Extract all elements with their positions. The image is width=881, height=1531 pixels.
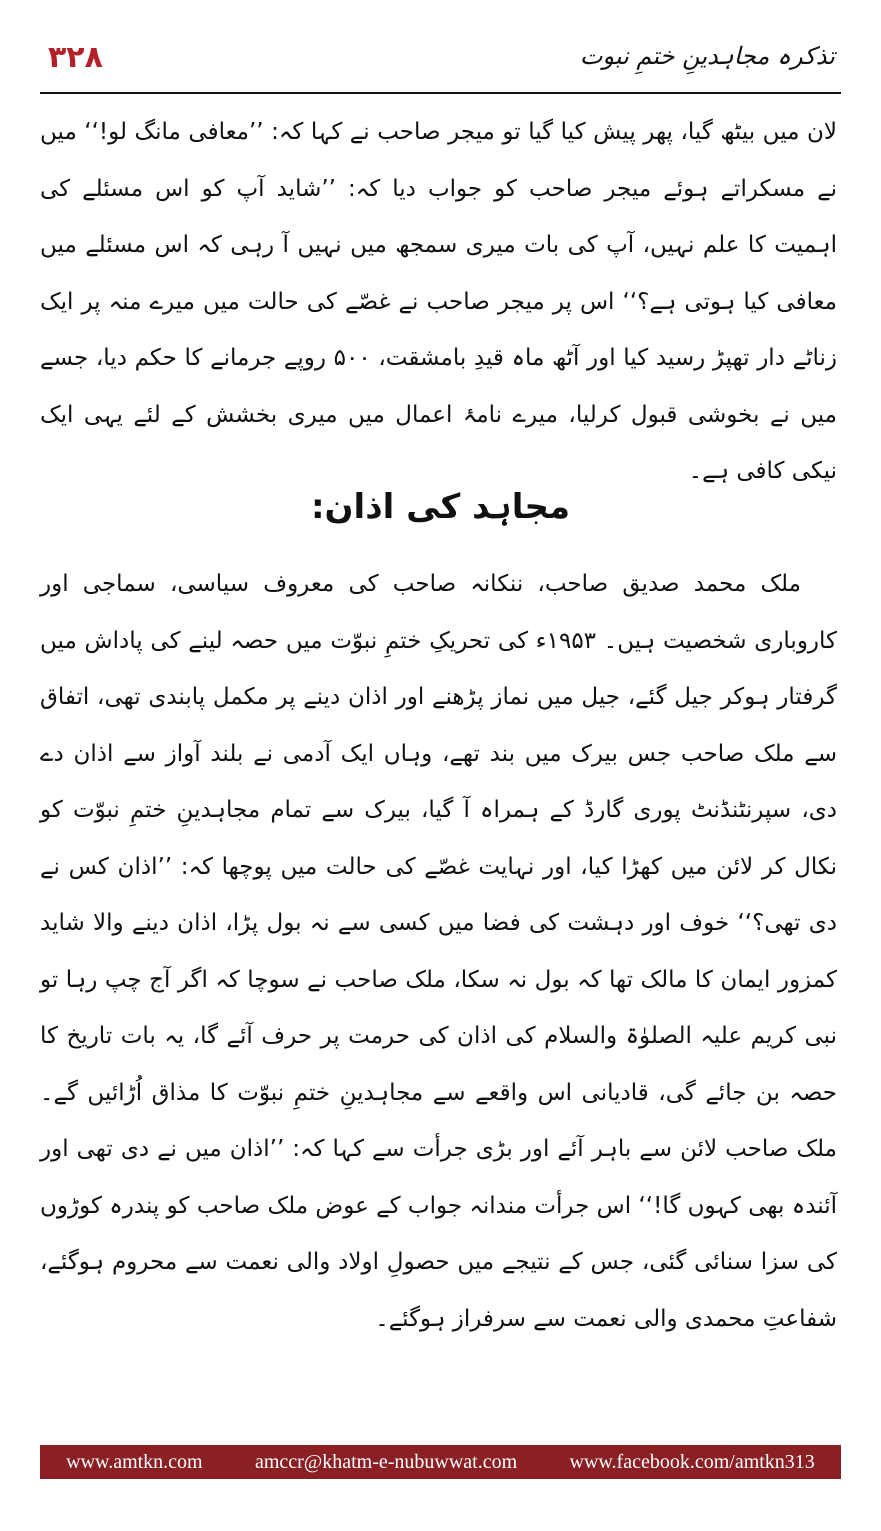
- footer-bar: [40, 1445, 841, 1479]
- page-number: ۳۲۸: [48, 40, 103, 75]
- body-paragraph-2: ملک محمد صدیق صاحب، ننکانہ صاحب کی معروف سیاسی، سماجی اور کاروباری شخصیت ہیں۔ ۱۹۵۳ء کی تحریکِ ختمِ نبوّت میں حصہ لینے کی پاداش میں گرفتار ہوکر جیل گئے، جیل میں نماز پڑھنے اور اذان دینے پر مکمل پابندی تھی، اتفاق سے ملک صاحب جس بیرک میں بند تھے، وہاں ایک آدمی نے بلند آواز سے اذان دے دی، سپرنٹنڈنٹ پوری گارڈ کے ہمراہ آ گیا، بیرک سے تمام مجاہدینِ ختمِ نبوّت کو نکال کر لائن میں کھڑا کیا، اور نہایت غصّے کی حالت میں پوچھا کہ: ’’اذان کس نے دی تھی؟‘‘ خوف اور دہشت کی فضا میں کسی سے نہ بول پڑا، اذان دینے والا شاید کمزور ایمان کا مالک تھا کہ بول نہ سکا، ملک صاحب نے سوچا کہ اگر آج چپ رہا تو نبی کریم علیہ الصلوٰۃ والسلام کی اذان کی حرمت پر حرف آئے گا، یہ بات تاریخ کا حصہ بن جائے گی، قادیانی اس واقعے سے مجاہدینِ ختمِ نبوّت کا مذاق اُڑائیں گے۔ ملک صاحب لائن سے باہر آئے اور بڑی جرأت سے کہا کہ: ’’اذان میں نے دی تھی اور آئندہ بھی کہوں گا!‘‘ اس جرأت مندانہ جواب کے عوض ملک صاحب کو پندرہ کوڑوں کی سزا سنائی گئی، جس کے نتیجے میں حصولِ اولاد والی نعمت سے محروم ہوگئے، شفاعتِ محمدی والی نعمت سے سرفراز ہوگئے۔: [40, 571, 837, 1332]
- running-header-title: تذکرہ مجاہدینِ ختمِ نبوت: [579, 42, 835, 70]
- footer-facebook-link[interactable]: www.facebook.com/amtkn313: [569, 1450, 815, 1473]
- body-paragraph-1: لان میں بیٹھ گیا، پھر پیش کیا گیا تو میجر صاحب نے کہا کہ: ’’معافی مانگ لو!‘‘ میں نے مسکراتے ہوئے میجر صاحب کو جواب دیا کہ: ’’شاید آپ کو اس مسئلے کی اہمیت کا علم نہیں، آپ کی بات میری سمجھ میں نہیں آ رہی کہ اس مسئلے میں معافی کیا ہوتی ہے؟‘‘ اس پر میجر صاحب نے غصّے کی حالت میں میرے منہ پر ایک زناٹے دار تھپڑ رسید کیا اور آٹھ ماہ قیدِ بامشقت، ۵۰۰ روپے جرمانے کا حکم دیا، جسے میں نے بخوشی قبول کرلیا، میرے نامۂ اعمال میں میری بخشش کے لئے یہی ایک نیکی کافی ہے۔: [40, 119, 837, 484]
- section-heading: مجاہد کی اذان:: [310, 487, 571, 527]
- footer-email-link[interactable]: amccr@khatm-e-nubuwwat.com: [254, 1450, 518, 1473]
- header-divider: [40, 92, 841, 94]
- footer-website-link[interactable]: www.amtkn.com: [66, 1450, 203, 1473]
